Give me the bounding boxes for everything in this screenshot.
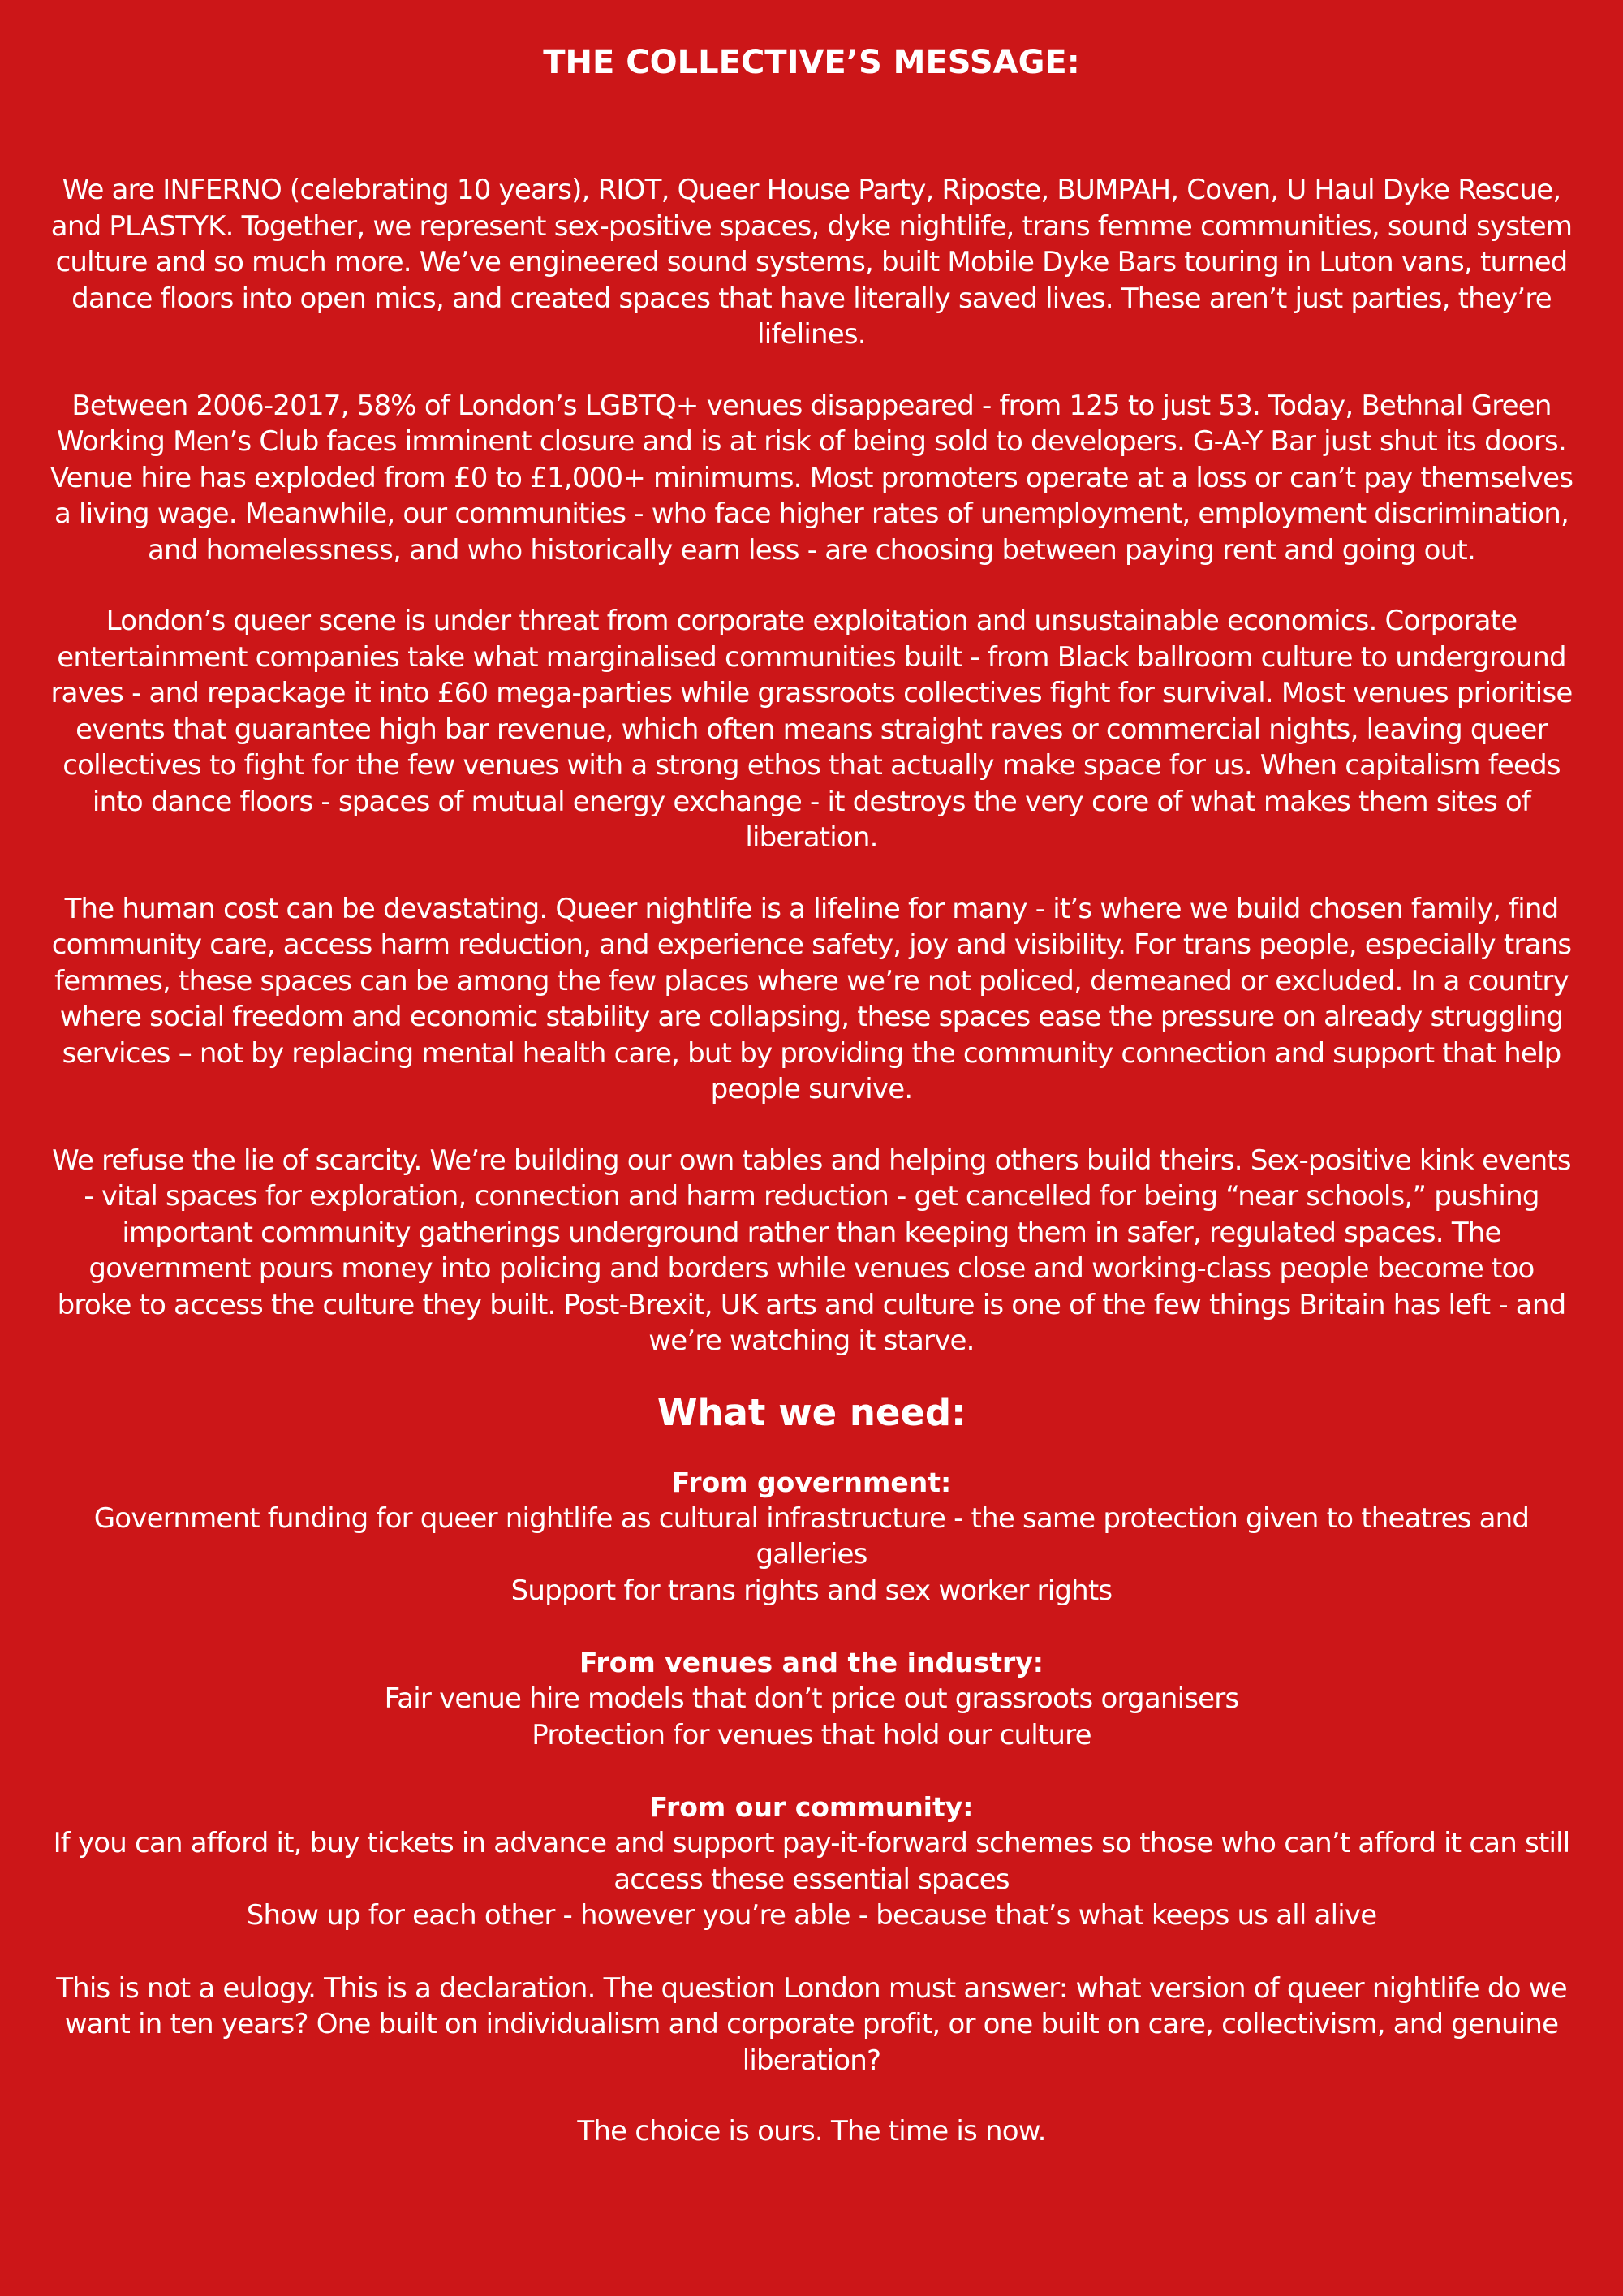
paragraph-collectives: We are INFERNO (celebrating 10 years), RIOT, Queer House Party, Riposte, BUMPAH, Coven, U Haul Dyke Rescue, and PLASTYK. Together, we represent sex-positive spaces, dyke nightlife, trans femme communities, sound system culture and so much more. We’ve engineered sound systems, built Mobile Dyke Bars touring in Luton vans, turned dance floors into open mics, and created spaces that have literally saved lives. These aren’t just parties, they’re lifelines.	[50, 174, 1573, 351]
needs-venues	[49, 1645, 1574, 1753]
needs-government-item: Support for trans rights and sex worker rights	[510, 1574, 1113, 1607]
needs-heading: What we need:	[657, 1390, 966, 1434]
paragraph-corporate-threat: London’s queer scene is under threat from corporate exploitation and unsustainable economics. Corporate entertainment companies take what marginalised communities built - from Black ballroom culture to underground raves - and repackage it into £60 mega-parties while grassroots collectives fight for survival. Most venues prioritise events that guarantee high bar revenue, which often means straight raves or commercial nights, leaving queer collectives to fight for the few venues with a strong ethos that actually make space for us. When capitalism feeds into dance floors - spaces of mutual energy exchange - it destroys the very core of what makes them sites of liberation.	[50, 605, 1573, 854]
needs-community-item: If you can afford it, buy tickets in advance and support pay-it-forward schemes so those who can’t afford it can still access these essential spaces	[53, 1827, 1570, 1896]
paragraph-venue-losses: Between 2006-2017, 58% of London’s LGBTQ+ venues disappeared - from 125 to just 53. Today, Bethnal Green Working Men’s Club faces imminent closure and is at risk of being sold to developers. G-A-Y Bar just shut its doors. Venue hire has exploded from £0 to £1,000+ minimums. Most promoters operate at a loss or can’t pay themselves a living wage. Meanwhile, our communities - who face higher rates of unemployment, employment discrimination, and homelessness, and who historically earn less - are choosing between paying rent and going out.	[50, 389, 1573, 566]
paragraph-human-cost: The human cost can be devastating. Queer nightlife is a lifeline for many - it’s where we build chosen family, find community care, access harm reduction, and experience safety, joy and visibility. For trans people, especially trans femmes, these spaces can be among the few places where we’re not policed, demeaned or excluded. In a country where social freedom and economic stability are collapsing, these spaces ease the pressure on already struggling services – not by replacing mental health care, but by providing the community connection and support that help people survive.	[51, 892, 1572, 1105]
needs-venues-label: From venues and the industry:	[579, 1647, 1044, 1678]
needs-government	[49, 1465, 1574, 1609]
statement-body	[49, 172, 1574, 1359]
needs-community	[49, 1790, 1574, 1934]
needs-venues-item: Fair venue hire models that don’t price out grassroots organisers	[384, 1682, 1239, 1715]
final-line: The choice is ours. The time is now.	[577, 2115, 1046, 2147]
needs-government-item: Government funding for queer nightlife as cultural infrastructure - the same protection given to theatres and galleries	[93, 1501, 1530, 1570]
needs-community-label: From our community:	[649, 1791, 974, 1823]
closing-paragraph: This is not a eulogy. This is a declaration. The question London must answer: what version of queer nightlife do we want in ten years? One built on individualism and corporate profit, or one built on care, collectivism, and genuine liberation?	[56, 1971, 1567, 2077]
needs-venues-item: Protection for venues that hold our culture	[532, 1718, 1091, 1751]
needs-community-item: Show up for each other - however you’re able - because that’s what keeps us all alive	[246, 1899, 1377, 1932]
needs-government-label: From government:	[671, 1466, 952, 1498]
page-title: THE COLLECTIVE’S MESSAGE:	[543, 44, 1080, 81]
paragraph-scarcity: We refuse the lie of scarcity. We’re building our own tables and helping others build theirs. Sex-positive kink events - vital spaces for exploration, connection and harm reduction - get cancelled for being “near schools,” pushing important community gatherings underground rather than keeping them in safer, regulated spaces. The government pours money into policing and borders while venues close and working-class people become too broke to access the culture they built. Post-Brexit, UK arts and culture is one of the few things Britain has left - and we’re watching it starve.	[52, 1144, 1571, 1357]
